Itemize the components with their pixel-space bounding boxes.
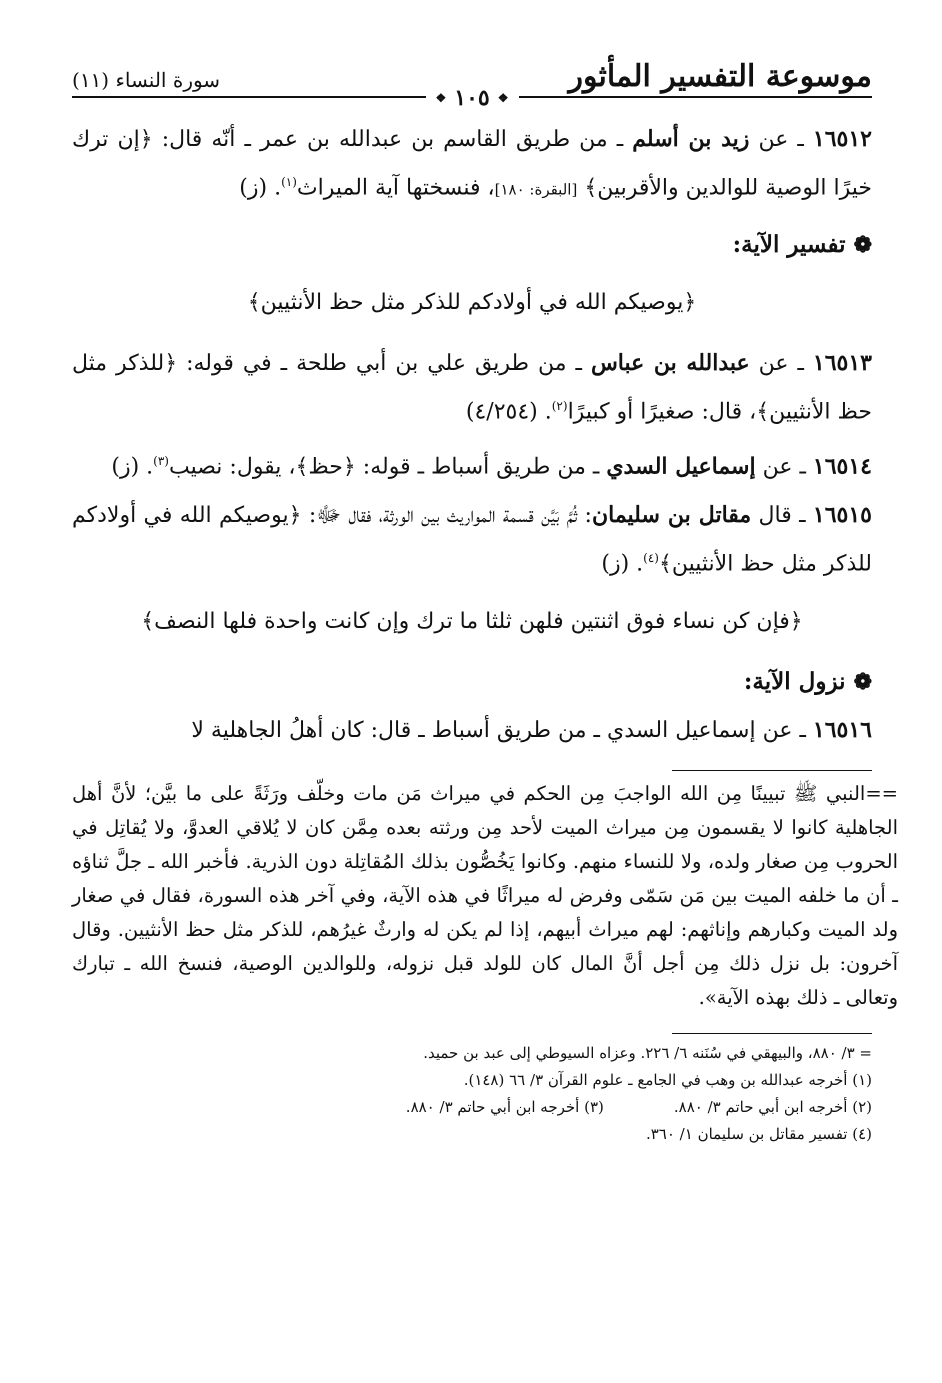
narrator-name: مقاتل بن سليمان	[591, 501, 752, 528]
quran-quote: ﴿إن ترك خيرًا الوصية للوالدين والأقربين﴾	[72, 127, 872, 201]
entry-16512	[72, 118, 872, 210]
page-number: ١٠٥	[454, 85, 490, 111]
section-title: تفسير الآية:	[732, 231, 846, 259]
ayah-heading: ﴿فإن كن نساء فوق اثنتين فلهن ثلثا ما ترك وإن كانت واحدة فلها النصف﴾	[141, 609, 803, 635]
book-title: موسوعة التفسير المأثور	[568, 59, 872, 94]
entry-text: ـ عن إسماعيل السدي ـ من طريق أسباط ـ قال: كان أهلُ الجاهلية لا	[191, 718, 806, 744]
entry-number: ١٦٥١٦	[812, 717, 872, 744]
entry-16516	[72, 709, 872, 752]
flower-icon: ❁	[853, 669, 872, 696]
surah-title: سورة النساء (١١)	[72, 68, 221, 92]
footnote-1: (١) أخرجه عبدالله بن وهب في الجامع ـ علوم القرآن ٣/ ٦٦ (١٤٨).	[463, 1071, 872, 1090]
narrator-name: عبدالله بن عباس	[590, 350, 750, 377]
page-number-box	[426, 85, 519, 111]
entry-number: ١٦٥١٤	[812, 452, 872, 479]
entry-tail: ، فنسختها آية الميراث	[296, 175, 495, 201]
quran-quote: ﴿يوصيكم الله في أولادكم للذكر مثل حظ الأنثيين﴾	[72, 502, 872, 577]
section-heading-tafsir	[72, 224, 872, 266]
entry-number: ١٦٥١٢	[812, 126, 872, 152]
entry-text: ـ من طريق علي بن أبي طلحة ـ في قوله:	[177, 351, 591, 377]
footnote-4: (٤) تفسير مقاتل بن سليمان ١/ ٣٦٠.	[645, 1125, 872, 1144]
continuation-text: النبي ﷺ تبيينًا مِن الله الواجبَ مِن الحكم في ميراث مَن مات وخلّف ورَثَةً على ما بيَّن؛ لأنَّ أهل الجاهلية كانوا لا يقسمون مِن ميراث الميت لأحد مِن ورثته بعده مِمَّن كان لا يُلاقي العدوَّ، ولا يُقاتِل في الحروب مِن صغار ولده، ولا للنساء منهم. وكانوا يَخُصُّون بذلك المُقاتِلة دون الذرية. فأخبر الله ـ جلَّ ثناؤه ـ أن ما خلفه الميت بين مَن سَمّى وفرض له ميراثًا في هذه الآية، وفي آخر هذه السورة، فقال في صغار ولد الميت وكبارهم وإناثهم: لهم ميراث أبيهم، إذا لم يكن له وارثٌ غيرُهم، للذكر مثل حظ الأنثيين. وقال آخرون: بل نزل ذلك مِن أجل أنَّ المال كان للولد قبل نزوله، وللوالدين الوصية، فنسخ الله ـ تبارك وتعالى ـ ذلك بهذه الآية».	[72, 782, 898, 1010]
ornament-icon: ❖	[435, 91, 447, 105]
footnote-2: (٢) أخرجه ابن أبي حاتم ٣/ ٨٨٠.	[673, 1098, 872, 1117]
entry-number: ١٦٥١٣	[812, 350, 872, 377]
footnote-marker: (١)	[281, 175, 297, 189]
footnote-row	[72, 1094, 872, 1121]
entry-prefix: ـ عن	[749, 127, 804, 152]
entry-end: . (ز)	[239, 175, 282, 201]
narrator-name: إسماعيل السدي	[606, 452, 756, 479]
footnote-3: (٣) أخرجه ابن أبي حاتم ٣/ ٨٨٠.	[405, 1098, 604, 1117]
quran-quote: ﴿حظ﴾	[295, 453, 356, 479]
entry-text: : ثُمَّ بَيَّن قسمة المواريث بين الورثة، فقال ﷻ:	[301, 502, 592, 528]
entry-text: ـ من طريق أسباط ـ قوله:	[355, 453, 607, 479]
flower-icon: ❁	[853, 232, 872, 259]
entry-16515	[72, 494, 872, 585]
entry-end: . (ز)	[601, 551, 644, 577]
entry-end: . (ز)	[111, 453, 154, 479]
continuation-note	[72, 777, 898, 1015]
entry-number: ١٦٥١٥	[812, 501, 872, 528]
entry-prefix: ـ عن	[749, 351, 804, 377]
entry-16514	[72, 440, 872, 488]
entry-end: . (٤/٢٥٤)	[465, 399, 552, 425]
entry-tail: ، يقول: نصيب	[168, 453, 296, 479]
main-text	[72, 118, 872, 752]
ayah-heading: ﴿يوصيكم الله في أولادكم للذكر مثل حظ الأنثيين﴾	[247, 290, 697, 316]
entry-tail: ، قال: صغيرًا أو كبيرًا	[567, 399, 757, 425]
narrator-name: زيد بن أسلم	[632, 126, 750, 152]
footnote-marker: (٢)	[551, 399, 568, 414]
section-title: نزول الآية:	[743, 668, 846, 696]
entry-prefix: ـ عن	[755, 453, 806, 479]
footnote-marker: (٣)	[153, 453, 169, 468]
entry-text: ـ من طريق القاسم بن عبدالله بن عمر ـ أنّه قال:	[152, 127, 633, 152]
quran-quote: ﴿للذكر مثل حظ الأنثيين﴾	[72, 351, 872, 425]
entry-prefix: ـ قال	[751, 502, 806, 528]
continuation-marker: ==	[865, 782, 898, 806]
footnote-divider	[672, 1033, 872, 1034]
section-heading-nuzul	[72, 661, 872, 703]
ornament-icon: ❖	[497, 91, 509, 105]
footnote-continued: = ٣/ ٨٨٠، والبيهقي في سُنَنه ٦/ ٢٢٦. وعزاه السيوطي إلى عبد بن حميد.	[423, 1044, 872, 1063]
footnotes	[72, 1040, 872, 1148]
footnote-marker: (٤)	[643, 550, 659, 565]
footnote-divider	[672, 770, 872, 771]
surah-reference: [البقرة: ١٨٠]	[494, 180, 578, 199]
entry-16513	[72, 342, 872, 433]
